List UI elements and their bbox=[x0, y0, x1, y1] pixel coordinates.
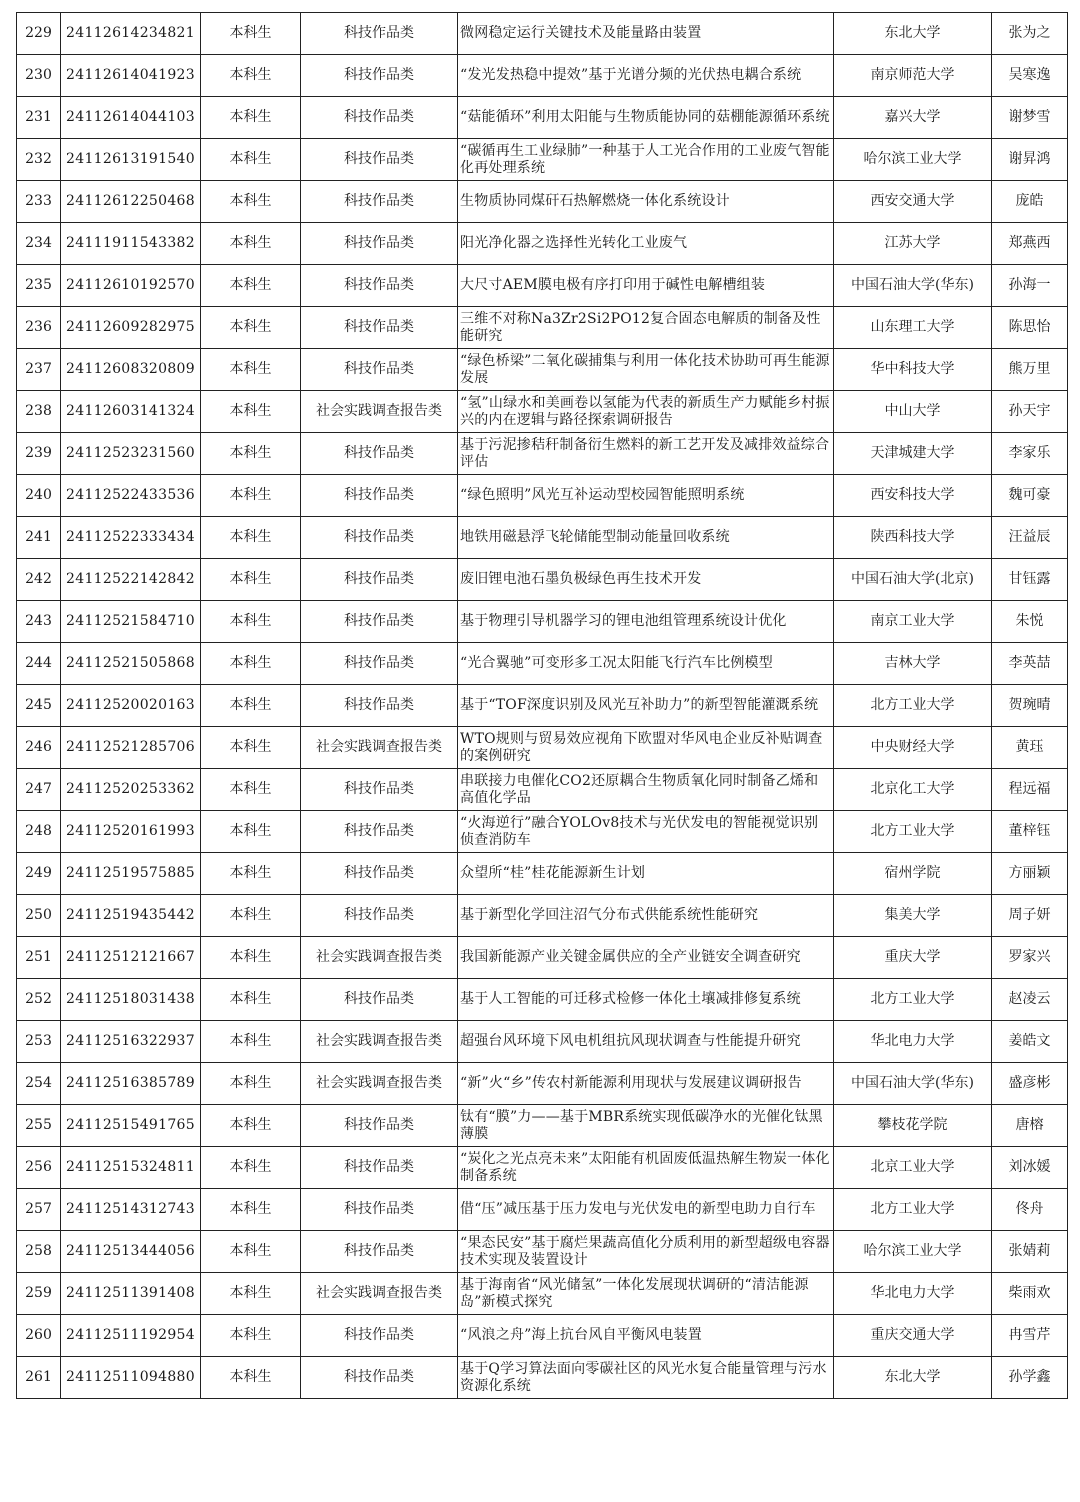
cell-student-level: 本科生 bbox=[201, 1105, 301, 1147]
table-row bbox=[17, 1063, 1068, 1105]
cell-school: 吉林大学 bbox=[834, 643, 992, 685]
cell-school: 北方工业大学 bbox=[834, 685, 992, 727]
cell-category: 社会实践调查报告类 bbox=[301, 937, 458, 979]
cell-leader: 郑燕西 bbox=[992, 223, 1068, 265]
table-row bbox=[17, 727, 1068, 769]
table-row bbox=[17, 1147, 1068, 1189]
table-row bbox=[17, 937, 1068, 979]
cell-project-id: 24112521505868 bbox=[61, 643, 201, 685]
cell-leader: 谢梦雪 bbox=[992, 97, 1068, 139]
cell-number: 229 bbox=[17, 13, 61, 55]
cell-student-level: 本科生 bbox=[201, 769, 301, 811]
cell-project-id: 24112513444056 bbox=[61, 1231, 201, 1273]
cell-category: 社会实践调查报告类 bbox=[301, 727, 458, 769]
table-row bbox=[17, 1189, 1068, 1231]
cell-number: 244 bbox=[17, 643, 61, 685]
table-row bbox=[17, 685, 1068, 727]
cell-student-level: 本科生 bbox=[201, 223, 301, 265]
cell-project-id: 24112511391408 bbox=[61, 1273, 201, 1315]
cell-student-level: 本科生 bbox=[201, 685, 301, 727]
table-row bbox=[17, 97, 1068, 139]
cell-leader: 甘钰露 bbox=[992, 559, 1068, 601]
cell-category: 社会实践调查报告类 bbox=[301, 1273, 458, 1315]
cell-student-level: 本科生 bbox=[201, 979, 301, 1021]
cell-school: 南京工业大学 bbox=[834, 601, 992, 643]
cell-number: 255 bbox=[17, 1105, 61, 1147]
cell-category: 科技作品类 bbox=[301, 1315, 458, 1357]
cell-leader: 魏可豪 bbox=[992, 475, 1068, 517]
table-row bbox=[17, 181, 1068, 223]
cell-student-level: 本科生 bbox=[201, 97, 301, 139]
cell-leader: 孙学鑫 bbox=[992, 1357, 1068, 1399]
cell-number: 247 bbox=[17, 769, 61, 811]
cell-leader: 赵凌云 bbox=[992, 979, 1068, 1021]
cell-student-level: 本科生 bbox=[201, 1147, 301, 1189]
table-row bbox=[17, 601, 1068, 643]
cell-category: 科技作品类 bbox=[301, 811, 458, 853]
cell-number: 238 bbox=[17, 391, 61, 433]
cell-project-title: “光合翼驰”可变形多工况太阳能飞行汽车比例模型 bbox=[458, 643, 834, 685]
cell-project-title: 地铁用磁悬浮飞轮储能型制动能量回收系统 bbox=[458, 517, 834, 559]
cell-number: 230 bbox=[17, 55, 61, 97]
cell-category: 科技作品类 bbox=[301, 55, 458, 97]
table-body bbox=[17, 13, 1068, 1399]
cell-category: 科技作品类 bbox=[301, 1231, 458, 1273]
cell-student-level: 本科生 bbox=[201, 853, 301, 895]
cell-project-title: “氢”山绿水和美画卷以氢能为代表的新质生产力赋能乡村振兴的内在逻辑与路径探索调研报告 bbox=[458, 391, 834, 433]
cell-student-level: 本科生 bbox=[201, 1189, 301, 1231]
cell-category: 科技作品类 bbox=[301, 601, 458, 643]
cell-leader: 周子妍 bbox=[992, 895, 1068, 937]
cell-number: 235 bbox=[17, 265, 61, 307]
cell-project-title: 三维不对称Na3Zr2Si2PO12复合固态电解质的制备及性能研究 bbox=[458, 307, 834, 349]
cell-student-level: 本科生 bbox=[201, 895, 301, 937]
cell-category: 科技作品类 bbox=[301, 181, 458, 223]
cell-number: 253 bbox=[17, 1021, 61, 1063]
cell-project-title: “绿色桥梁”二氧化碳捕集与利用一体化技术协助可再生能源发展 bbox=[458, 349, 834, 391]
cell-school: 北方工业大学 bbox=[834, 811, 992, 853]
cell-project-title: 我国新能源产业关键金属供应的全产业链安全调查研究 bbox=[458, 937, 834, 979]
cell-category: 科技作品类 bbox=[301, 1357, 458, 1399]
cell-student-level: 本科生 bbox=[201, 601, 301, 643]
cell-number: 232 bbox=[17, 139, 61, 181]
cell-number: 240 bbox=[17, 475, 61, 517]
cell-number: 256 bbox=[17, 1147, 61, 1189]
cell-project-id: 24112612250468 bbox=[61, 181, 201, 223]
cell-project-title: “炭化之光点亮未来”太阳能有机固废低温热解生物炭一体化制备系统 bbox=[458, 1147, 834, 1189]
table-row bbox=[17, 349, 1068, 391]
table-row bbox=[17, 1273, 1068, 1315]
cell-student-level: 本科生 bbox=[201, 139, 301, 181]
cell-project-id: 24112519435442 bbox=[61, 895, 201, 937]
cell-category: 科技作品类 bbox=[301, 97, 458, 139]
cell-school: 中山大学 bbox=[834, 391, 992, 433]
cell-student-level: 本科生 bbox=[201, 1315, 301, 1357]
cell-student-level: 本科生 bbox=[201, 1063, 301, 1105]
table-row bbox=[17, 643, 1068, 685]
cell-school: 中国石油大学(华东) bbox=[834, 265, 992, 307]
cell-school: 哈尔滨工业大学 bbox=[834, 139, 992, 181]
cell-project-id: 24112515324811 bbox=[61, 1147, 201, 1189]
cell-project-id: 24112512121667 bbox=[61, 937, 201, 979]
cell-project-title: 基于人工智能的可迁移式检修一体化土壤减排修复系统 bbox=[458, 979, 834, 1021]
table-row bbox=[17, 1021, 1068, 1063]
cell-number: 241 bbox=[17, 517, 61, 559]
cell-student-level: 本科生 bbox=[201, 559, 301, 601]
cell-leader: 刘冰媛 bbox=[992, 1147, 1068, 1189]
cell-school: 南京师范大学 bbox=[834, 55, 992, 97]
cell-category: 科技作品类 bbox=[301, 349, 458, 391]
cell-project-title: 阳光净化器之选择性光转化工业废气 bbox=[458, 223, 834, 265]
cell-category: 科技作品类 bbox=[301, 1189, 458, 1231]
cell-school: 华北电力大学 bbox=[834, 1273, 992, 1315]
cell-leader: 熊万里 bbox=[992, 349, 1068, 391]
table-row bbox=[17, 559, 1068, 601]
cell-student-level: 本科生 bbox=[201, 55, 301, 97]
cell-leader: 张为之 bbox=[992, 13, 1068, 55]
cell-number: 260 bbox=[17, 1315, 61, 1357]
cell-school: 攀枝花学院 bbox=[834, 1105, 992, 1147]
cell-project-id: 24112523231560 bbox=[61, 433, 201, 475]
cell-leader: 唐榕 bbox=[992, 1105, 1068, 1147]
cell-project-id: 24112522142842 bbox=[61, 559, 201, 601]
cell-project-id: 24112522433536 bbox=[61, 475, 201, 517]
cell-leader: 朱悦 bbox=[992, 601, 1068, 643]
cell-student-level: 本科生 bbox=[201, 391, 301, 433]
cell-leader: 汪益辰 bbox=[992, 517, 1068, 559]
table-row bbox=[17, 811, 1068, 853]
cell-project-id: 24112521584710 bbox=[61, 601, 201, 643]
cell-student-level: 本科生 bbox=[201, 13, 301, 55]
cell-project-title: 钛有“膜”力——基于MBR系统实现低碳净水的光催化钛黑薄膜 bbox=[458, 1105, 834, 1147]
table-row bbox=[17, 307, 1068, 349]
cell-student-level: 本科生 bbox=[201, 307, 301, 349]
cell-number: 258 bbox=[17, 1231, 61, 1273]
results-table-page bbox=[16, 12, 1067, 1399]
table-row bbox=[17, 55, 1068, 97]
cell-project-id: 24112614041923 bbox=[61, 55, 201, 97]
cell-school: 西安交通大学 bbox=[834, 181, 992, 223]
cell-student-level: 本科生 bbox=[201, 265, 301, 307]
cell-number: 261 bbox=[17, 1357, 61, 1399]
table-row bbox=[17, 223, 1068, 265]
cell-project-title: 生物质协同煤矸石热解燃烧一体化系统设计 bbox=[458, 181, 834, 223]
table-row bbox=[17, 517, 1068, 559]
cell-project-title: 基于海南省“风光储氢”一体化发展现状调研的“清洁能源岛”新模式探究 bbox=[458, 1273, 834, 1315]
cell-category: 科技作品类 bbox=[301, 853, 458, 895]
cell-project-title: 基于新型化学回注沼气分布式供能系统性能研究 bbox=[458, 895, 834, 937]
cell-project-id: 24111911543382 bbox=[61, 223, 201, 265]
cell-category: 科技作品类 bbox=[301, 475, 458, 517]
cell-leader: 方丽颖 bbox=[992, 853, 1068, 895]
cell-student-level: 本科生 bbox=[201, 349, 301, 391]
cell-project-id: 24112609282975 bbox=[61, 307, 201, 349]
cell-category: 科技作品类 bbox=[301, 1105, 458, 1147]
cell-leader: 贺琬晴 bbox=[992, 685, 1068, 727]
cell-number: 248 bbox=[17, 811, 61, 853]
cell-project-title: 大尺寸AEM膜电极有序打印用于碱性电解槽组装 bbox=[458, 265, 834, 307]
cell-category: 科技作品类 bbox=[301, 559, 458, 601]
cell-leader: 庞皓 bbox=[992, 181, 1068, 223]
cell-project-title: “风浪之舟”海上抗台风自平衡风电装置 bbox=[458, 1315, 834, 1357]
cell-school: 华中科技大学 bbox=[834, 349, 992, 391]
cell-leader: 程远福 bbox=[992, 769, 1068, 811]
cell-leader: 黄珏 bbox=[992, 727, 1068, 769]
cell-student-level: 本科生 bbox=[201, 517, 301, 559]
cell-school: 江苏大学 bbox=[834, 223, 992, 265]
cell-student-level: 本科生 bbox=[201, 475, 301, 517]
cell-project-title: “绿色照明”风光互补运动型校园智能照明系统 bbox=[458, 475, 834, 517]
cell-school: 北方工业大学 bbox=[834, 1189, 992, 1231]
cell-project-id: 24112516385789 bbox=[61, 1063, 201, 1105]
cell-student-level: 本科生 bbox=[201, 1357, 301, 1399]
cell-student-level: 本科生 bbox=[201, 181, 301, 223]
cell-number: 231 bbox=[17, 97, 61, 139]
cell-student-level: 本科生 bbox=[201, 433, 301, 475]
cell-category: 科技作品类 bbox=[301, 685, 458, 727]
cell-school: 西安科技大学 bbox=[834, 475, 992, 517]
cell-category: 科技作品类 bbox=[301, 223, 458, 265]
cell-leader: 姜皓文 bbox=[992, 1021, 1068, 1063]
cell-school: 华北电力大学 bbox=[834, 1021, 992, 1063]
cell-project-id: 24112614044103 bbox=[61, 97, 201, 139]
cell-project-title: WTO规则与贸易效应视角下欧盟对华风电企业反补贴调查的案例研究 bbox=[458, 727, 834, 769]
table-row bbox=[17, 1105, 1068, 1147]
cell-number: 242 bbox=[17, 559, 61, 601]
cell-category: 科技作品类 bbox=[301, 643, 458, 685]
table-row bbox=[17, 853, 1068, 895]
table-row bbox=[17, 1357, 1068, 1399]
cell-category: 社会实践调查报告类 bbox=[301, 391, 458, 433]
cell-project-title: “菇能循环”利用太阳能与生物质能协同的菇棚能源循环系统 bbox=[458, 97, 834, 139]
cell-category: 科技作品类 bbox=[301, 1147, 458, 1189]
cell-project-title: 基于Q学习算法面向零碳社区的风光水复合能量管理与污水资源化系统 bbox=[458, 1357, 834, 1399]
cell-number: 252 bbox=[17, 979, 61, 1021]
cell-school: 嘉兴大学 bbox=[834, 97, 992, 139]
cell-school: 北京工业大学 bbox=[834, 1147, 992, 1189]
cell-project-id: 24112515491765 bbox=[61, 1105, 201, 1147]
cell-project-title: 基于污泥掺秸秆制备衍生燃料的新工艺开发及减排效益综合评估 bbox=[458, 433, 834, 475]
cell-leader: 佟舟 bbox=[992, 1189, 1068, 1231]
cell-category: 科技作品类 bbox=[301, 13, 458, 55]
table-row bbox=[17, 139, 1068, 181]
cell-number: 239 bbox=[17, 433, 61, 475]
cell-category: 科技作品类 bbox=[301, 433, 458, 475]
cell-number: 254 bbox=[17, 1063, 61, 1105]
cell-project-title: “火海逆行”融合YOLOv8技术与光伏发电的智能视觉识别侦查消防车 bbox=[458, 811, 834, 853]
cell-project-title: 基于“TOF深度识别及风光互补助力”的新型智能灌溉系统 bbox=[458, 685, 834, 727]
cell-project-id: 24112518031438 bbox=[61, 979, 201, 1021]
cell-number: 243 bbox=[17, 601, 61, 643]
table-row bbox=[17, 769, 1068, 811]
cell-project-title: “新”火“乡”传农村新能源利用现状与发展建议调研报告 bbox=[458, 1063, 834, 1105]
table-row bbox=[17, 391, 1068, 433]
cell-category: 社会实践调查报告类 bbox=[301, 1063, 458, 1105]
cell-category: 科技作品类 bbox=[301, 517, 458, 559]
table-row bbox=[17, 1315, 1068, 1357]
cell-number: 233 bbox=[17, 181, 61, 223]
cell-leader: 罗家兴 bbox=[992, 937, 1068, 979]
cell-project-id: 24112516322937 bbox=[61, 1021, 201, 1063]
results-table bbox=[16, 12, 1068, 1399]
cell-number: 251 bbox=[17, 937, 61, 979]
cell-project-id: 24112511094880 bbox=[61, 1357, 201, 1399]
cell-category: 科技作品类 bbox=[301, 139, 458, 181]
cell-leader: 冉雪芹 bbox=[992, 1315, 1068, 1357]
cell-school: 集美大学 bbox=[834, 895, 992, 937]
table-row bbox=[17, 265, 1068, 307]
cell-leader: 吴寒逸 bbox=[992, 55, 1068, 97]
cell-school: 宿州学院 bbox=[834, 853, 992, 895]
cell-project-id: 24112613191540 bbox=[61, 139, 201, 181]
cell-project-id: 24112519575885 bbox=[61, 853, 201, 895]
table-row bbox=[17, 1231, 1068, 1273]
cell-project-title: 基于物理引导机器学习的锂电池组管理系统设计优化 bbox=[458, 601, 834, 643]
cell-project-title: 串联接力电催化CO2还原耦合生物质氧化同时制备乙烯和高值化学品 bbox=[458, 769, 834, 811]
cell-school: 山东理工大学 bbox=[834, 307, 992, 349]
cell-project-id: 24112511192954 bbox=[61, 1315, 201, 1357]
table-row bbox=[17, 979, 1068, 1021]
cell-project-id: 24112603141324 bbox=[61, 391, 201, 433]
cell-leader: 李英喆 bbox=[992, 643, 1068, 685]
cell-leader: 孙海一 bbox=[992, 265, 1068, 307]
cell-student-level: 本科生 bbox=[201, 937, 301, 979]
cell-student-level: 本科生 bbox=[201, 643, 301, 685]
cell-school: 北方工业大学 bbox=[834, 979, 992, 1021]
cell-student-level: 本科生 bbox=[201, 1231, 301, 1273]
cell-project-id: 24112610192570 bbox=[61, 265, 201, 307]
cell-project-id: 24112520161993 bbox=[61, 811, 201, 853]
cell-school: 中国石油大学(华东) bbox=[834, 1063, 992, 1105]
cell-category: 科技作品类 bbox=[301, 265, 458, 307]
cell-school: 北京化工大学 bbox=[834, 769, 992, 811]
cell-category: 科技作品类 bbox=[301, 895, 458, 937]
cell-number: 259 bbox=[17, 1273, 61, 1315]
cell-category: 科技作品类 bbox=[301, 769, 458, 811]
cell-school: 东北大学 bbox=[834, 13, 992, 55]
table-row bbox=[17, 475, 1068, 517]
cell-project-title: “碳循再生工业绿肺”一种基于人工光合作用的工业废气智能化再处理系统 bbox=[458, 139, 834, 181]
cell-project-title: 超强台风环境下风电机组抗风现状调查与性能提升研究 bbox=[458, 1021, 834, 1063]
cell-project-title: 借“压”减压基于压力发电与光伏发电的新型电助力自行车 bbox=[458, 1189, 834, 1231]
cell-school: 天津城建大学 bbox=[834, 433, 992, 475]
cell-leader: 李家乐 bbox=[992, 433, 1068, 475]
cell-number: 246 bbox=[17, 727, 61, 769]
cell-number: 245 bbox=[17, 685, 61, 727]
cell-school: 陕西科技大学 bbox=[834, 517, 992, 559]
cell-number: 234 bbox=[17, 223, 61, 265]
cell-number: 249 bbox=[17, 853, 61, 895]
cell-project-id: 24112514312743 bbox=[61, 1189, 201, 1231]
cell-category: 科技作品类 bbox=[301, 979, 458, 1021]
cell-project-title: “果态民安”基于腐烂果蔬高值化分质利用的新型超级电容器技术实现及装置设计 bbox=[458, 1231, 834, 1273]
cell-project-id: 24112520253362 bbox=[61, 769, 201, 811]
cell-number: 237 bbox=[17, 349, 61, 391]
table-row bbox=[17, 433, 1068, 475]
cell-category: 科技作品类 bbox=[301, 307, 458, 349]
cell-leader: 盛彦彬 bbox=[992, 1063, 1068, 1105]
cell-school: 中国石油大学(北京) bbox=[834, 559, 992, 601]
cell-student-level: 本科生 bbox=[201, 1021, 301, 1063]
cell-project-title: 众望所“桂”桂花能源新生计划 bbox=[458, 853, 834, 895]
table-row bbox=[17, 13, 1068, 55]
cell-student-level: 本科生 bbox=[201, 1273, 301, 1315]
cell-student-level: 本科生 bbox=[201, 811, 301, 853]
cell-number: 250 bbox=[17, 895, 61, 937]
cell-project-id: 24112521285706 bbox=[61, 727, 201, 769]
cell-category: 社会实践调查报告类 bbox=[301, 1021, 458, 1063]
cell-school: 中央财经大学 bbox=[834, 727, 992, 769]
cell-project-title: 废旧锂电池石墨负极绿色再生技术开发 bbox=[458, 559, 834, 601]
cell-project-id: 24112520020163 bbox=[61, 685, 201, 727]
cell-number: 257 bbox=[17, 1189, 61, 1231]
cell-project-title: “发光发热稳中提效”基于光谱分频的光伏热电耦合系统 bbox=[458, 55, 834, 97]
cell-leader: 谢昇鸿 bbox=[992, 139, 1068, 181]
cell-school: 重庆交通大学 bbox=[834, 1315, 992, 1357]
cell-project-id: 24112608320809 bbox=[61, 349, 201, 391]
cell-project-id: 24112614234821 bbox=[61, 13, 201, 55]
cell-leader: 董梓钰 bbox=[992, 811, 1068, 853]
cell-number: 236 bbox=[17, 307, 61, 349]
cell-school: 哈尔滨工业大学 bbox=[834, 1231, 992, 1273]
cell-leader: 孙天宇 bbox=[992, 391, 1068, 433]
table-row bbox=[17, 895, 1068, 937]
cell-project-title: 微网稳定运行关键技术及能量路由装置 bbox=[458, 13, 834, 55]
cell-school: 东北大学 bbox=[834, 1357, 992, 1399]
cell-leader: 陈思怡 bbox=[992, 307, 1068, 349]
cell-leader: 张婧莉 bbox=[992, 1231, 1068, 1273]
cell-school: 重庆大学 bbox=[834, 937, 992, 979]
cell-project-id: 24112522333434 bbox=[61, 517, 201, 559]
cell-student-level: 本科生 bbox=[201, 727, 301, 769]
cell-leader: 柴雨欢 bbox=[992, 1273, 1068, 1315]
